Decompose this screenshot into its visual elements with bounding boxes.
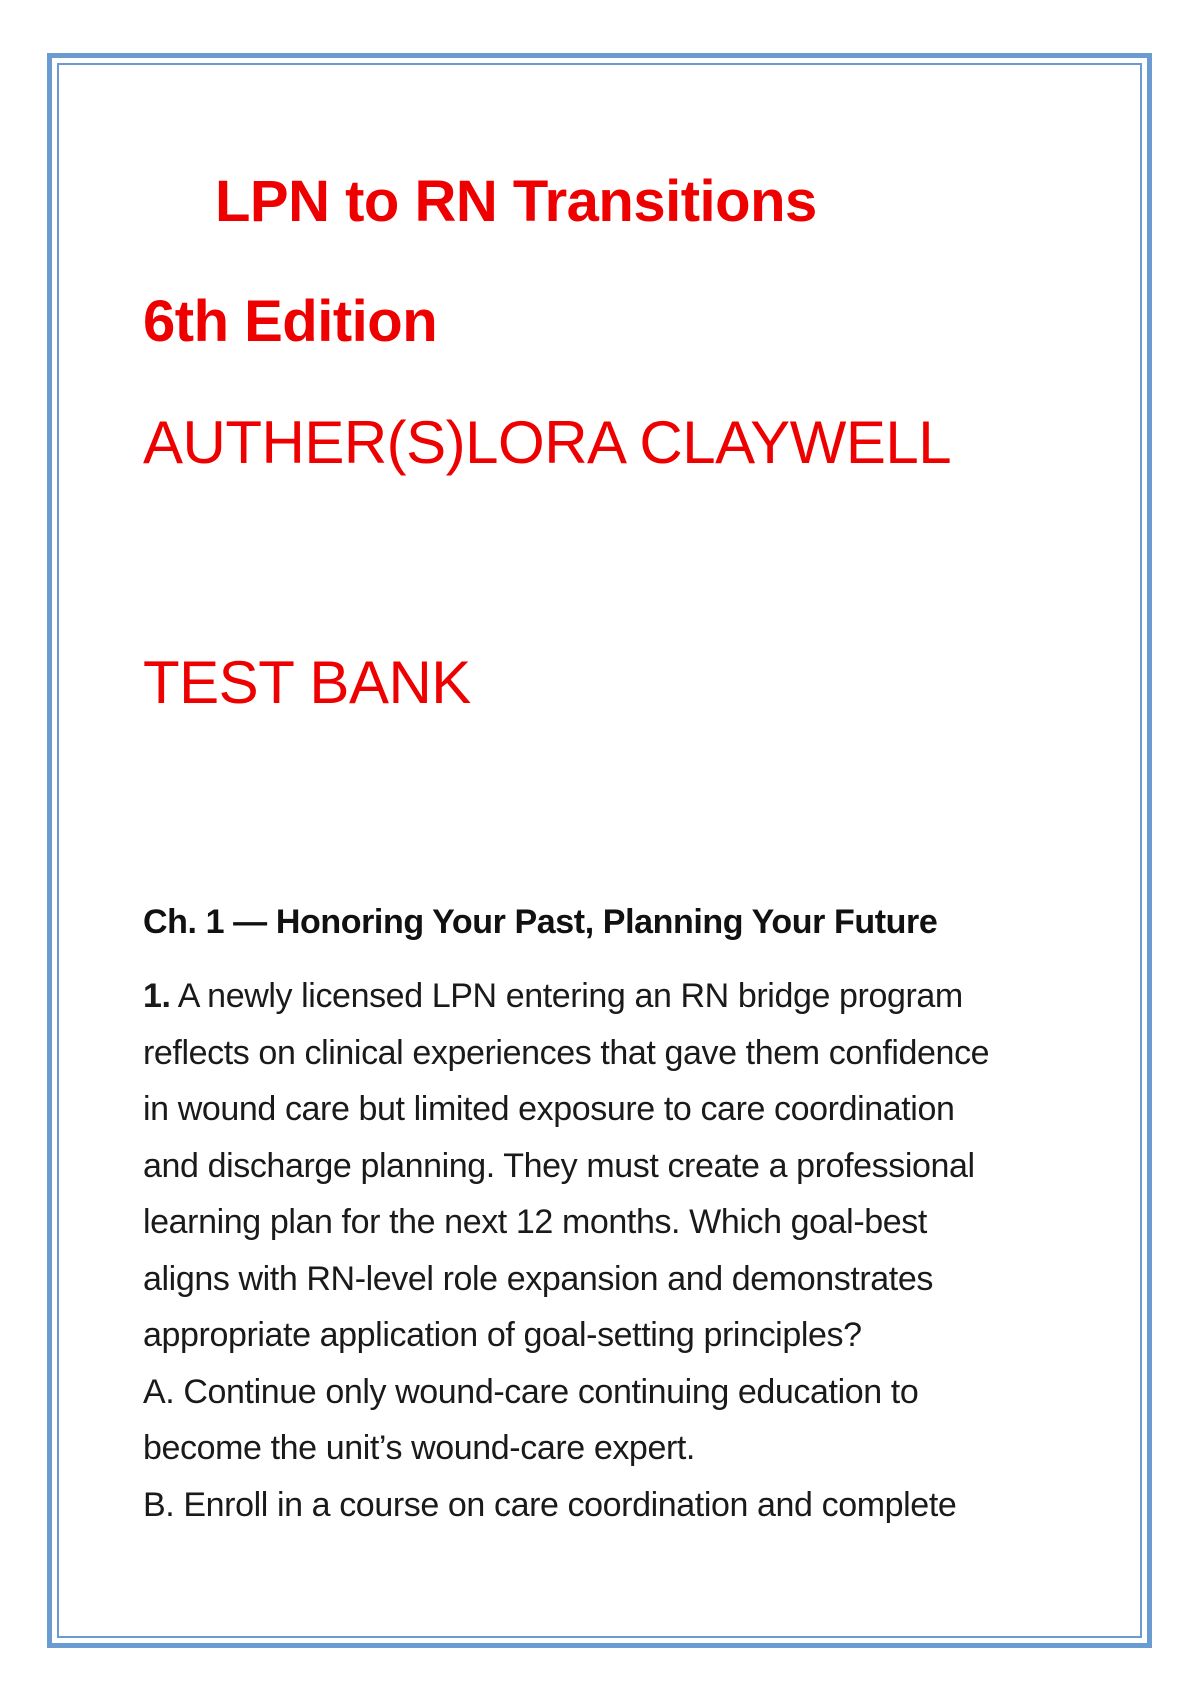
option-a-line: become the unit’s wound-care expert. [143,1429,695,1467]
question-number: 1. [143,977,171,1015]
edition-label: 6th Edition [143,289,438,354]
chapter-heading: Ch. 1 — Honoring Your Past, Planning Your Future [143,903,938,941]
test-bank-heading: TEST BANK [143,649,471,716]
question-stem-line: aligns with RN-level role expansion and demonstrates [143,1259,933,1298]
question-stem-line: reflects on clinical experiences that gave them confidence [143,1033,990,1072]
option-a-line: A. Continue only wound-care continuing education to [143,1372,919,1411]
document-title: LPN to RN Transitions [215,169,817,234]
question-stem-line [143,968,1083,1025]
question-block [143,968,1083,1533]
question-stem-line: learning plan for the next 12 months. Which goal-best [143,1203,927,1241]
question-stem-line: and discharge planning. They must create a professional [143,1146,975,1185]
option-b-line: B. Enroll in a course on care coordination and complete [143,1485,957,1524]
question-stem-line: appropriate application of goal-setting principles? [143,1316,862,1354]
author-line: AUTHER(S)LORA CLAYWELL [143,409,952,476]
question-stem-text: A newly licensed LPN entering an RN bridge program [177,977,963,1015]
question-stem-line: in wound care but limited exposure to care coordination [143,1090,955,1128]
